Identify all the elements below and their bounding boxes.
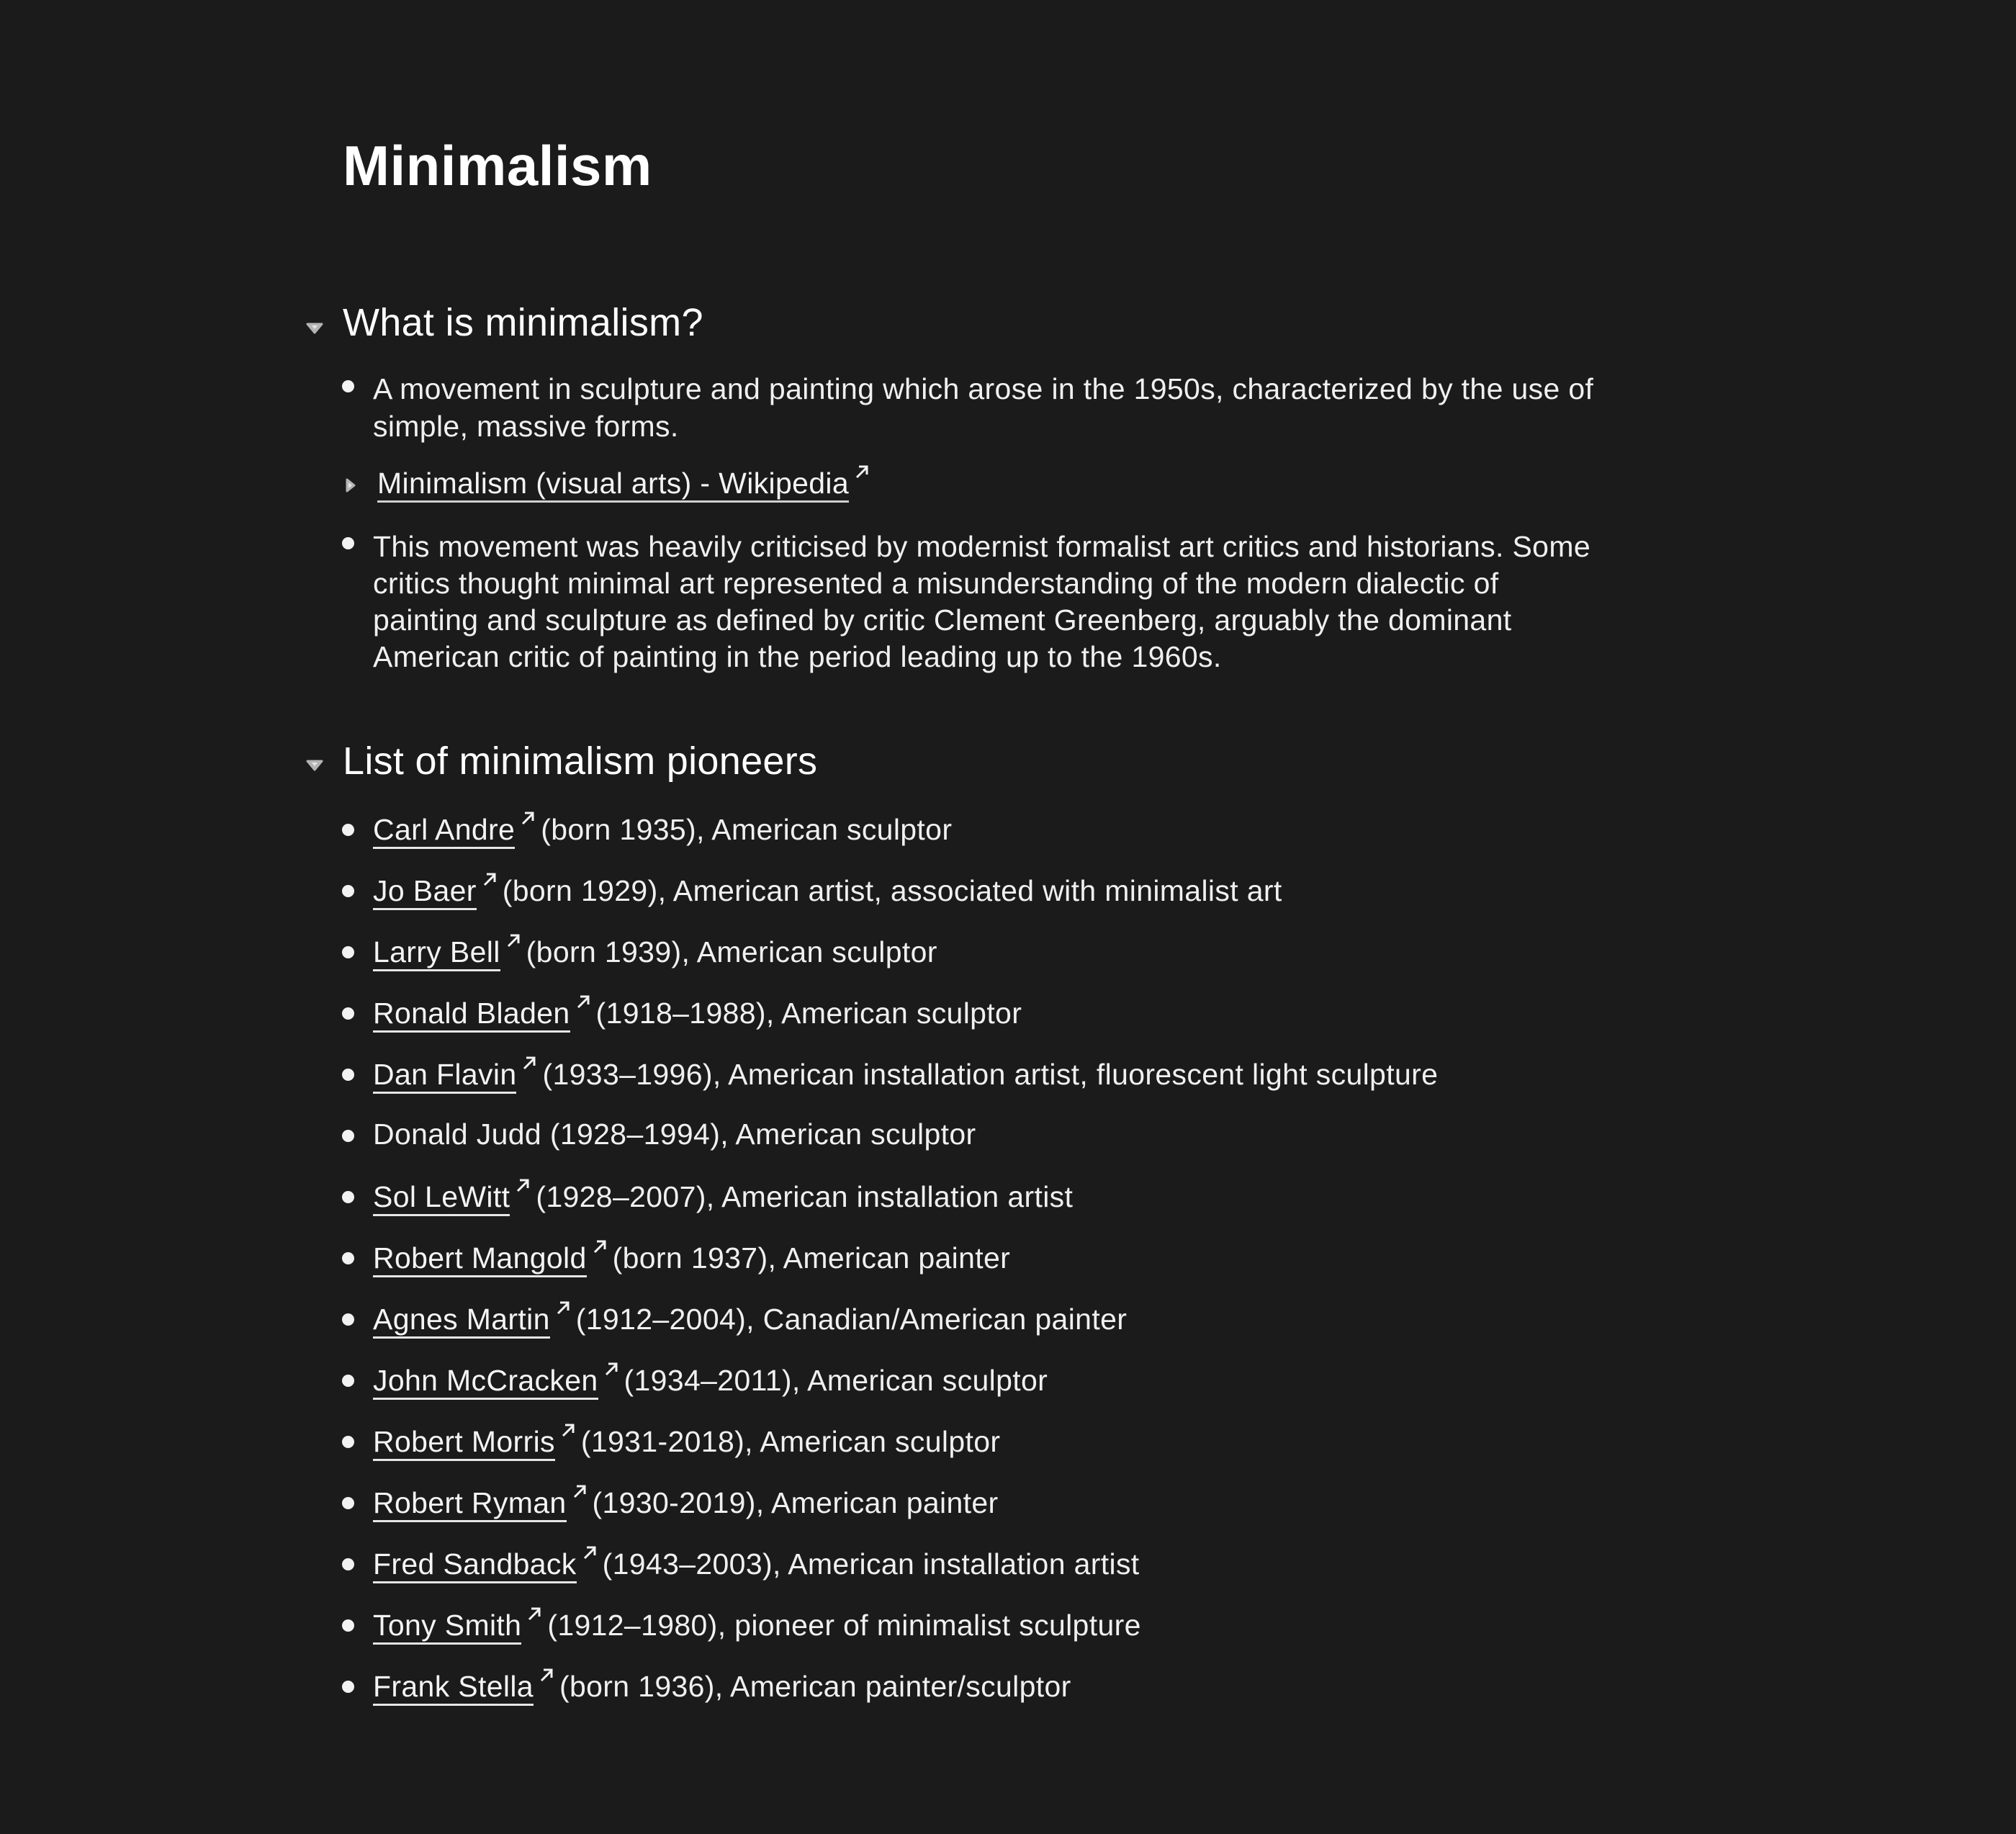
bullet-icon [342,380,354,392]
list-item [373,1666,1071,1705]
artist-details: (1933–1996), American installation artist, fluorescent light sculpture [542,1058,1439,1091]
list-item [373,1115,976,1153]
bullet-icon [342,1313,354,1326]
triangle-down-icon[interactable] [304,755,325,776]
artist-details: (born 1929), American artist, associated with minimalist art [502,874,1282,907]
bullet-icon [342,1497,354,1509]
arrow-up-right-icon [519,809,536,827]
bullet-icon [342,824,354,836]
arrow-up-right-icon [538,1666,555,1684]
wikipedia-link-toggle [377,463,875,502]
artist-link[interactable]: John McCracken [373,1364,598,1400]
artist-details: (1912–2004), Canadian/American painter [575,1303,1128,1336]
bullet-icon [342,1681,354,1693]
list-item [373,1360,1048,1399]
bullet-icon [342,1436,354,1448]
list-item [373,1238,1010,1277]
page-title: Minimalism [343,134,652,197]
arrow-up-right-icon [591,1238,608,1255]
arrow-up-right-icon [559,1421,577,1439]
arrow-up-right-icon [603,1360,620,1377]
artist-link[interactable]: Robert Morris [373,1425,555,1461]
artist-link[interactable]: Frank Stella [373,1670,534,1706]
list-item [373,932,937,971]
artist-details: (born 1937), American painter [612,1241,1011,1275]
artist-details: (1931-2018), American sculptor [580,1425,1001,1458]
artist-details: (1943–2003), American installation artist [602,1547,1140,1581]
bullet-icon [342,1558,354,1570]
section-heading-what-is-minimalism[interactable]: What is minimalism? [343,301,703,344]
wikipedia-link[interactable]: Minimalism (visual arts) - Wikipedia [377,467,849,503]
artist-link[interactable]: Larry Bell [373,935,500,971]
triangle-down-icon[interactable] [304,318,325,339]
list-item [373,809,952,848]
list-item [373,1299,1127,1338]
bullet-icon [342,1375,354,1387]
list-item [373,871,1282,909]
artist-link[interactable]: Tony Smith [373,1609,521,1645]
artist-link[interactable]: Robert Mangold [373,1241,587,1277]
list-item [373,993,1022,1032]
artist-details: (1918–1988), American sculptor [595,997,1022,1030]
list-item [373,1054,1438,1093]
artist-link[interactable]: Ronald Bladen [373,997,570,1033]
section-heading-pioneers[interactable]: List of minimalism pioneers [343,740,818,783]
artist-link[interactable]: Dan Flavin [373,1058,516,1094]
bullet-icon [342,1191,354,1203]
artist-details: (born 1939), American sculptor [526,935,937,968]
artist-name: Donald Judd [373,1118,550,1151]
paragraph-line: simple, massive forms. [373,410,679,443]
arrow-up-right-icon [505,932,522,949]
list-item [373,1544,1140,1583]
paragraph-line: American critic of painting in the period leading up to the 1960s. [373,640,1222,673]
arrow-up-right-icon [526,1605,543,1622]
paragraph-line: painting and sculpture as defined by critic Clement Greenberg, arguably the dominant [373,603,1512,637]
arrow-up-right-icon [521,1054,538,1071]
arrow-up-right-icon [514,1177,531,1194]
artist-details: (born 1936), American painter/sculptor [559,1670,1071,1703]
artist-details: (1912–1980), pioneer of minimalist sculpture [547,1609,1141,1642]
list-item [373,1483,999,1521]
artist-details: (1930-2019), American painter [592,1486,999,1519]
paragraph-line: critics thought minimal art represented a misunderstanding of the modern dialectic of [373,567,1499,600]
bullet-icon [342,1130,354,1142]
artist-link[interactable]: Robert Ryman [373,1486,567,1522]
arrow-up-right-icon [554,1299,572,1316]
arrow-up-right-icon [575,993,592,1010]
list-item [373,1177,1073,1215]
bullet-icon [342,1252,354,1264]
list-item [373,1605,1141,1644]
artist-link[interactable]: Sol LeWitt [373,1180,510,1216]
artist-details: (1928–1994), American sculptor [549,1118,976,1151]
bullet-icon [342,946,354,958]
artist-link[interactable]: Carl Andre [373,813,515,849]
artist-details: (1928–2007), American installation artist [536,1180,1074,1213]
arrow-up-right-icon [581,1544,598,1561]
list-item [373,1421,1000,1460]
arrow-up-right-icon [571,1483,588,1500]
artist-link[interactable]: Jo Baer [373,874,477,910]
artist-details: (1934–2011), American sculptor [624,1364,1048,1397]
artist-link[interactable]: Agnes Martin [373,1303,550,1339]
bullet-icon [342,1069,354,1081]
arrow-up-right-icon [481,871,498,888]
bullet-icon [342,1619,354,1632]
artist-link[interactable]: Fred Sandback [373,1547,577,1583]
paragraph-definition [373,370,1593,445]
bullet-icon [342,1007,354,1020]
bullet-icon [342,885,354,897]
arrow-up-right-icon [853,463,870,480]
paragraph-criticism [373,529,1590,675]
paragraph-line: This movement was heavily criticised by modernist formalist art critics and historians. Some [373,530,1590,563]
paragraph-line: A movement in sculpture and painting which arose in the 1950s, characterized by the use of [373,372,1594,405]
bullet-icon [342,537,354,549]
artist-details: (born 1935), American sculptor [541,813,953,846]
triangle-right-icon[interactable] [343,475,359,495]
